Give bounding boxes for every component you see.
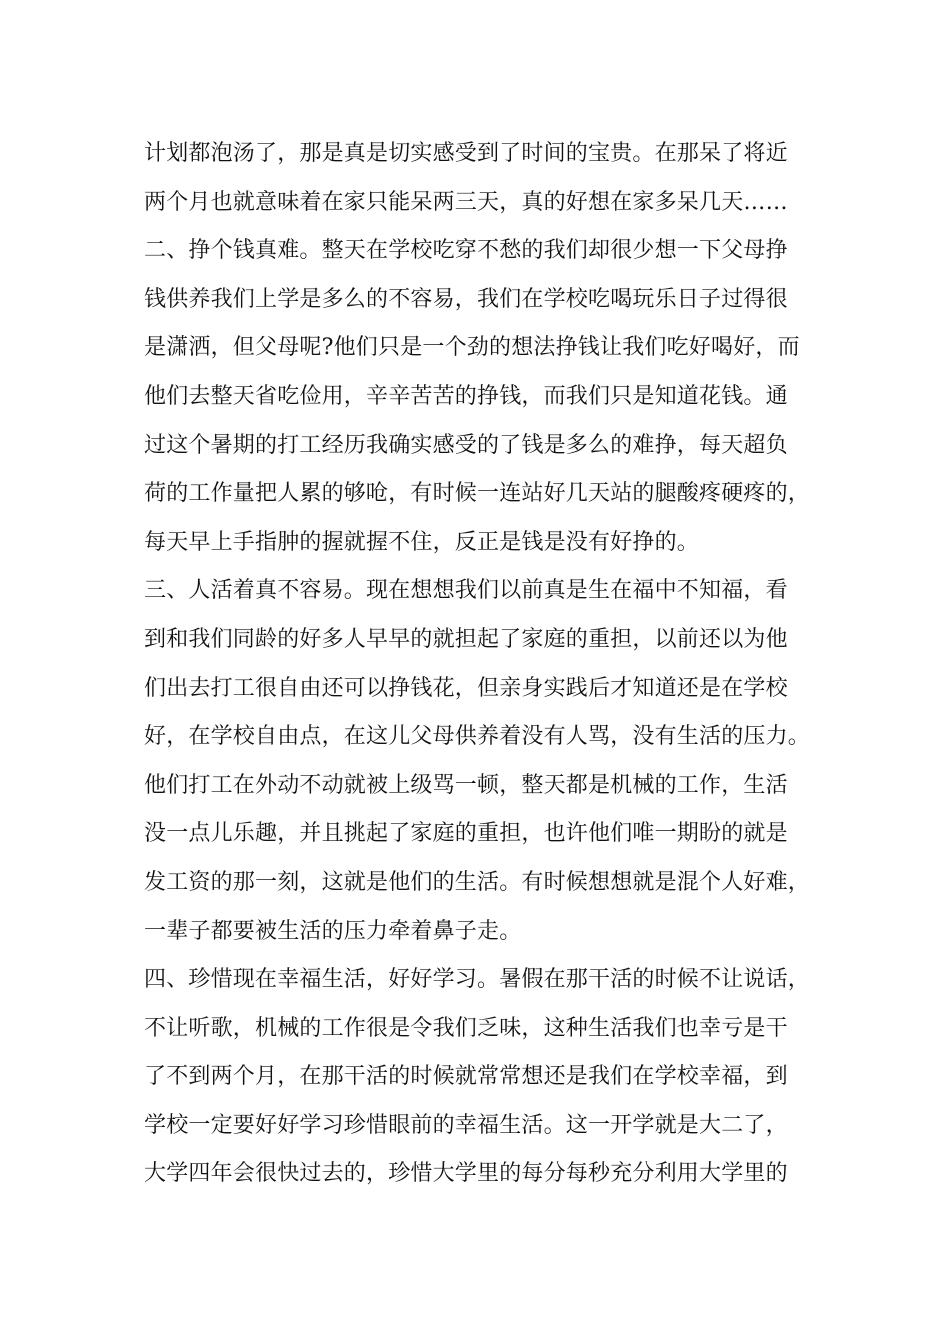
text-line: 发工资的那一刻，这就是他们的生活。有时候想想就是混个人好难， (144, 869, 811, 895)
text-line: 四、珍惜现在幸福生活，好好学习。暑假在那干活的时候不让说话， (144, 967, 811, 993)
text-line: 没一点儿乐趣，并且挑起了家庭的重担，也许他们唯一期盼的就是 (144, 821, 788, 847)
body-text (144, 130, 834, 1199)
text-line: 他们去整天省吃俭用，辛辛苦苦的挣钱，而我们只是知道花钱。通 (144, 383, 788, 409)
text-line: 两个月也就意味着在家只能呆两三天，真的好想在家多呆几天…… (144, 189, 788, 215)
text-line: 学校一定要好好学习珍惜眼前的幸福生活。这一开学就是大二了， (144, 1112, 788, 1138)
text-line: 不让听歌，机械的工作很是令我们乏味，这种生活我们也幸亏是干 (144, 1015, 788, 1041)
text-line: 们出去打工很自由还可以挣钱花，但亲身实践后才知道还是在学校 (144, 675, 788, 701)
text-line: 荷的工作量把人累的够呛，有时候一连站好几天站的腿酸疼硬疼的， (144, 481, 811, 507)
text-line: 是潇洒，但父母呢?他们只是一个劲的想法挣钱让我们吃好喝好，而 (144, 335, 800, 361)
text-line: 他们打工在外动不动就被上级骂一顿，整天都是机械的工作，生活 (144, 772, 788, 798)
text-line: 过这个暑期的打工经历我确实感受的了钱是多么的难挣，每天超负 (144, 432, 788, 458)
text-line: 大学四年会很快过去的，珍惜大学里的每分每秒充分利用大学里的 (144, 1161, 788, 1187)
text-line: 每天早上手指肿的握就握不住，反正是钱是没有好挣的。 (144, 529, 700, 555)
text-line: 好，在学校自由点，在这儿父母供养着没有人骂，没有生活的压力。 (144, 724, 811, 750)
text-line: 了不到两个月，在那干活的时候就常常想还是我们在学校幸福，到 (144, 1064, 788, 1090)
text-line: 钱供养我们上学是多么的不容易，我们在学校吃喝玩乐日子过得很 (144, 286, 788, 312)
text-line: 二、挣个钱真难。整天在学校吃穿不愁的我们却很少想一下父母挣 (144, 238, 788, 264)
text-line: 一辈子都要被生活的压力牵着鼻子走。 (144, 918, 522, 944)
text-line: 三、人活着真不容易。现在想想我们以前真是生在福中不知福，看 (144, 578, 788, 604)
text-line: 计划都泡汤了，那是真是切实感受到了时间的宝贵。在那呆了将近 (144, 141, 788, 166)
text-line: 到和我们同龄的好多人早早的就担起了家庭的重担，以前还以为他 (144, 626, 788, 652)
